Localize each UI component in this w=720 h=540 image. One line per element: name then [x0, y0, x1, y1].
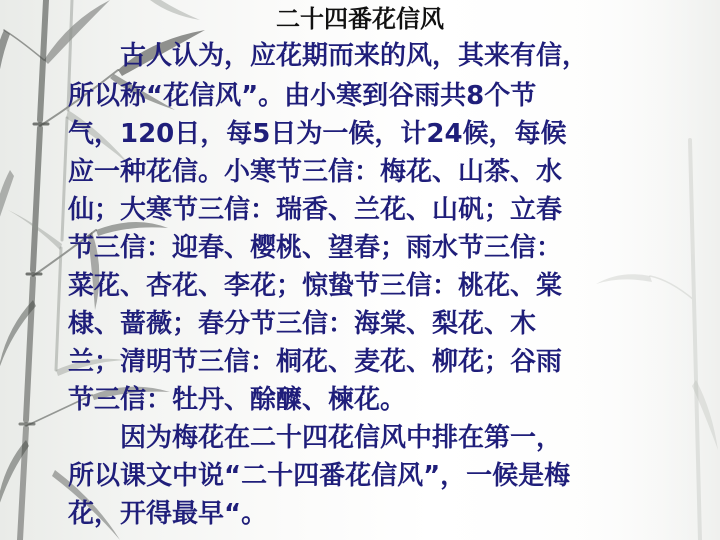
body-line: 因为梅花在二十四花信风中排在第一， — [68, 423, 563, 453]
body-line: 古人认为，应花期而来的风，其来有信， — [68, 41, 589, 71]
body-line: 节三信：牡丹、酴醾、楝花。 — [68, 385, 407, 415]
body-line: 节三信：迎春、樱桃、望春；雨水节三信： — [68, 233, 563, 263]
body-line: 棣、蔷薇；春分节三信：海棠、梨花、木 — [68, 309, 537, 339]
body-line: 菜花、杏花、李花；惊蛰节三信：桃花、棠 — [68, 271, 563, 301]
body-line: 兰；清明节三信：桐花、麦花、柳花；谷雨 — [68, 347, 563, 377]
body-line: 应一种花信。小寒节三信：梅花、山茶、水 — [68, 157, 563, 187]
body-line: 所以称“花信风”。由小寒到谷雨共8个节 — [68, 81, 537, 111]
slide-title: 二十四番花信风 — [276, 5, 444, 33]
body-line: 花，开得最早“。 — [68, 499, 268, 529]
body-line: 仙；大寒节三信：瑞香、兰花、山矾；立春 — [68, 195, 563, 225]
body-line: 气，120日，每5日为一候，计24候，每候 — [68, 119, 567, 149]
bamboo-stalk-icon — [20, 0, 48, 540]
body-line: 所以课文中说“二十四番花信风”，一候是梅 — [68, 461, 571, 491]
